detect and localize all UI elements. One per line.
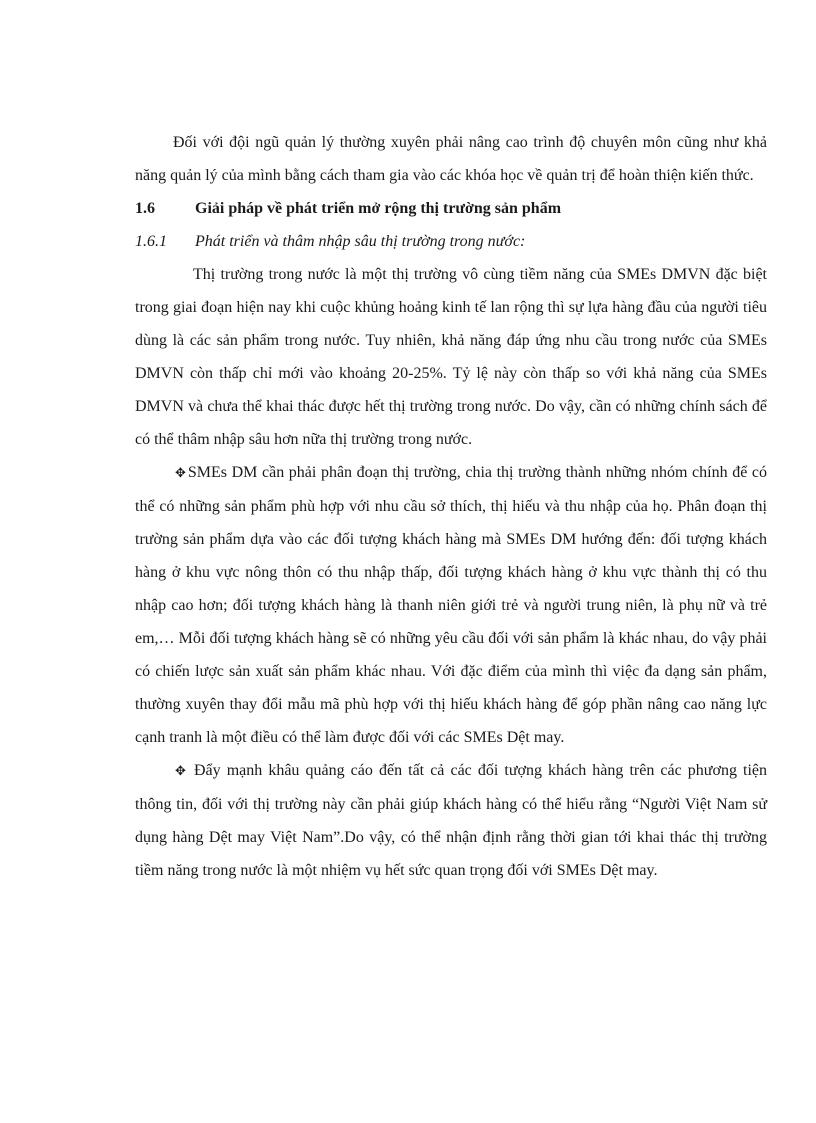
section-number: 1.6 (135, 200, 155, 217)
subsection-title: Phát triển và thâm nhập sâu thị trường trong nước: (195, 233, 526, 250)
domestic-market-paragraph: Thị trường trong nước là một thị trường vô cùng tiềm năng của SMEs DMVN đặc biệt trong giai đoạn hiện nay khi cuộc khủng hoảng kinh tế lan rộng thì sự lựa hàng đầu của người tiêu dùng là các sản phẩm trong nước. Tuy nhiên, khả năng đáp ứng nhu cầu trong nước của SMEs DMVN còn thấp chỉ mới vào khoảng 20-25%. Tỷ lệ này còn thấp so với khả năng của SMEs DMVN và chưa thể khai thác được hết thị trường trong nước. Do vậy, cần có những chính sách để có thể thâm nhập sâu hơn nữa thị trường trong nước. (135, 266, 767, 448)
bullet-diamond-icon: ✥ (175, 764, 186, 779)
subsection-number: 1.6.1 (135, 233, 167, 250)
intro-paragraph: Đối với đội ngũ quản lý thường xuyên phải nâng cao trình độ chuyên môn cũng như khả năng quản lý của mình bằng cách tham gia vào các khóa học về quản trị để hoàn thiện kiến thức. (135, 134, 767, 184)
subsection-heading (135, 225, 767, 258)
bullet-text: SMEs DM cần phải phân đoạn thị trường, chia thị trường thành những nhóm chính để có thể có những sản phẩm phù hợp với nhu cầu sở thích, thị hiếu và thu nhập của họ. Phân đoạn thị trường sản phẩm dựa vào các đối tượng khách hàng mà SMEs DM hướng đến: đối tượng khách hàng ở khu vực nông thôn có thu nhập thấp, đối tượng khách hàng ở khu vực thành thị có thu nhập cao hơn; đối tượng khách hàng là thanh niên giới trẻ và người trung niên, là phụ nữ và trẻ em,… Mỗi đối tượng khách hàng sẽ có những yêu cầu đối với sản phẩm là khác nhau, do vậy phải có chiến lược sản xuất sản phẩm khác nhau. Với đặc điểm của mình thì việc đa dạng sản phẩm, thường xuyên thay đổi mẫu mã phù hợp với thị hiếu khách hàng để góp phần nâng cao năng lực cạnh tranh là một điều có thể làm được đối với các SMEs Dệt may. (135, 464, 767, 746)
bullet-diamond-icon: ✥ (175, 466, 186, 481)
section-heading (135, 192, 767, 225)
document-page (135, 126, 767, 887)
bullet-text: Đẩy mạnh khâu quảng cáo đến tất cả các đối tượng khách hàng trên các phương tiện thông tin, đối với thị trường này cần phải giúp khách hàng có thể hiểu rằng “Người Việt Nam sử dụng hàng Dệt may Việt Nam”.Do vậy, có thể nhận định rằng thời gian tới khai thác thị trường tiềm năng trong nước là một nhiệm vụ hết sức quan trọng đối với SMEs Dệt may. (135, 762, 768, 879)
section-title: Giải pháp về phát triển mở rộng thị trường sản phẩm (195, 200, 562, 217)
bullet-advertising (135, 754, 767, 887)
bullet-segmentation (135, 456, 767, 754)
